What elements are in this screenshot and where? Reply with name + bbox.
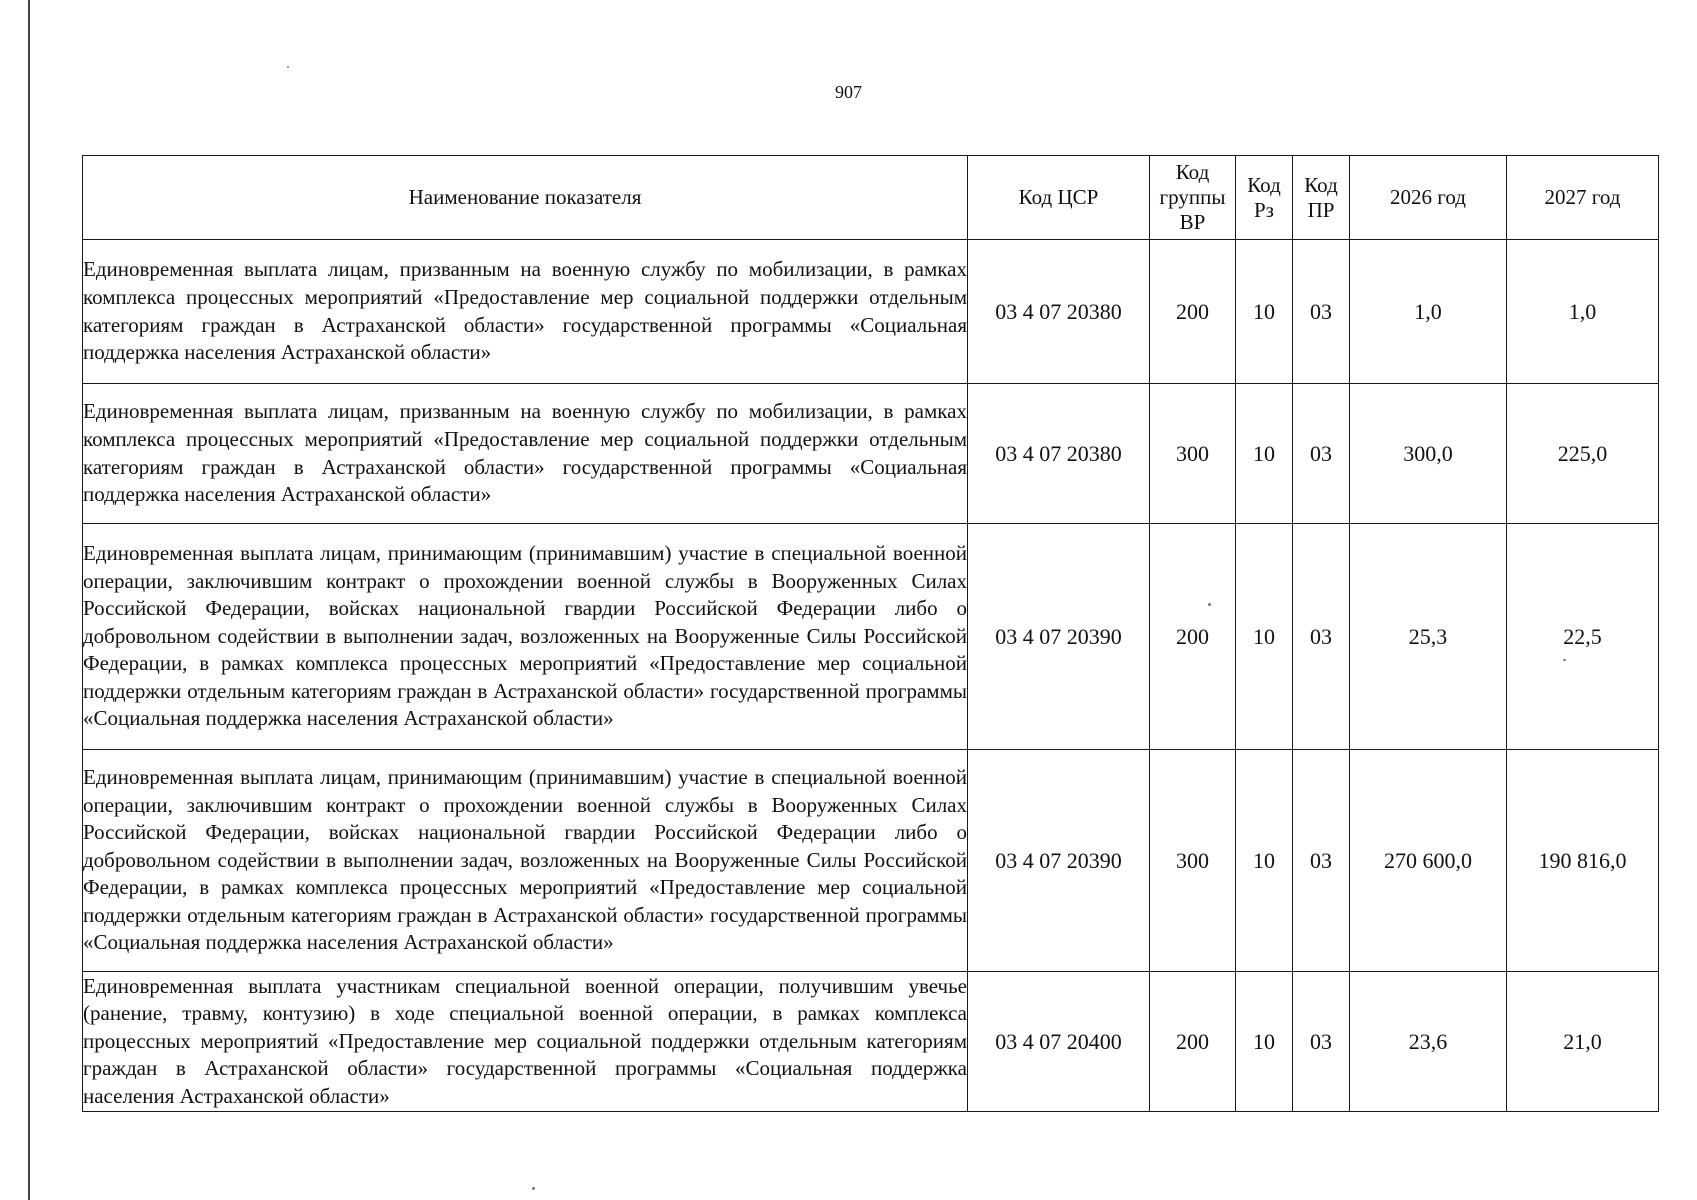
table-header-row: [83, 156, 1659, 240]
budget-table: [82, 155, 1659, 1112]
header-rz-code: Код Рз: [1236, 156, 1293, 240]
amount-2026-cell: 270 600,0: [1350, 750, 1507, 972]
indicator-name-cell: Единовременная выплата участникам специальной военной операции, получившим увечье (ранение, травму, контузию) в ходе специальной военной операции, в рамках комплекса процессных мероприятий «Предоставление мер социальной поддержки отдельным категориям граждан в Астраханской области» государственной программы «Социальная поддержка населения Астраханской области»: [83, 972, 968, 1112]
header-pr-code: Код ПР: [1293, 156, 1350, 240]
rz-code-cell: 10: [1236, 972, 1293, 1112]
indicator-name-cell: Единовременная выплата лицам, принимающим (принимавшим) участие в специальной военной операции, заключившим контракт о прохождении военной службы в Вооруженных Силах Российской Федерации, войсках национальной гвардии Российской Федерации либо о добровольном содействии в выполнении задач, возложенных на Вооруженные Силы Российской Федерации, в рамках комплекса процессных мероприятий «Предоставление мер социальной поддержки отдельным категориям граждан в Астраханской области» государственной программы «Социальная поддержка населения Астраханской области»: [83, 524, 968, 750]
amount-2026-cell: 23,6: [1350, 972, 1507, 1112]
csr-code-cell: 03 4 07 20380: [968, 384, 1150, 524]
amount-2026-cell: 25,3: [1350, 524, 1507, 750]
pr-code-cell: 03: [1293, 240, 1350, 384]
amount-2027-cell: 190 816,0: [1507, 750, 1659, 972]
vr-code-cell: 200: [1150, 972, 1236, 1112]
header-indicator-name: Наименование показателя: [83, 156, 968, 240]
header-year-2026: 2026 год: [1350, 156, 1507, 240]
vr-code-cell: 300: [1150, 750, 1236, 972]
page-number: 907: [835, 82, 862, 102]
amount-2027-cell: 22,5: [1507, 524, 1659, 750]
scan-left-edge-line: [28, 0, 30, 1200]
table-row: [83, 524, 1659, 750]
table-row: [83, 240, 1659, 384]
header-year-2027: 2027 год: [1507, 156, 1659, 240]
vr-code-cell: 200: [1150, 524, 1236, 750]
indicator-name-cell: Единовременная выплата лицам, призванным на военную службу по мобилизации, в рамках комплекса процессных мероприятий «Предоставление мер социальной поддержки отдельным категориям граждан в Астраханской области» государственной программы «Социальная поддержка населения Астраханской области»: [83, 240, 968, 384]
header-vr-group-code: Код группы ВР: [1150, 156, 1236, 240]
table-row: [83, 972, 1659, 1112]
csr-code-cell: 03 4 07 20390: [968, 750, 1150, 972]
csr-code-cell: 03 4 07 20380: [968, 240, 1150, 384]
pr-code-cell: 03: [1293, 972, 1350, 1112]
scan-speck: [1563, 659, 1566, 661]
csr-code-cell: 03 4 07 20390: [968, 524, 1150, 750]
indicator-name-cell: Единовременная выплата лицам, принимающим (принимавшим) участие в специальной военной операции, заключившим контракт о прохождении военной службы в Вооруженных Силах Российской Федерации, войсках национальной гвардии Российской Федерации либо о добровольном содействии в выполнении задач, возложенных на Вооруженные Силы Российской Федерации, в рамках комплекса процессных мероприятий «Предоставление мер социальной поддержки отдельным категориям граждан в Астраханской области» государственной программы «Социальная поддержка населения Астраханской области»: [83, 750, 968, 972]
amount-2027-cell: 1,0: [1507, 240, 1659, 384]
table-row: [83, 384, 1659, 524]
amount-2026-cell: 1,0: [1350, 240, 1507, 384]
amount-2027-cell: 21,0: [1507, 972, 1659, 1112]
header-csr-code: Код ЦСР: [968, 156, 1150, 240]
pr-code-cell: 03: [1293, 524, 1350, 750]
vr-code-cell: 200: [1150, 240, 1236, 384]
rz-code-cell: 10: [1236, 240, 1293, 384]
vr-code-cell: 300: [1150, 384, 1236, 524]
pr-code-cell: 03: [1293, 384, 1350, 524]
indicator-name-cell: Единовременная выплата лицам, призванным на военную службу по мобилизации, в рамках комплекса процессных мероприятий «Предоставление мер социальной поддержки отдельным категориям граждан в Астраханской области» государственной программы «Социальная поддержка населения Астраханской области»: [83, 384, 968, 524]
pr-code-cell: 03: [1293, 750, 1350, 972]
csr-code-cell: 03 4 07 20400: [968, 972, 1150, 1112]
rz-code-cell: 10: [1236, 524, 1293, 750]
rz-code-cell: 10: [1236, 384, 1293, 524]
scan-speck: [287, 66, 289, 68]
scan-speck: [532, 1187, 535, 1190]
amount-2026-cell: 300,0: [1350, 384, 1507, 524]
rz-code-cell: 10: [1236, 750, 1293, 972]
table-row: [83, 750, 1659, 972]
scan-speck: [1208, 603, 1211, 606]
amount-2027-cell: 225,0: [1507, 384, 1659, 524]
